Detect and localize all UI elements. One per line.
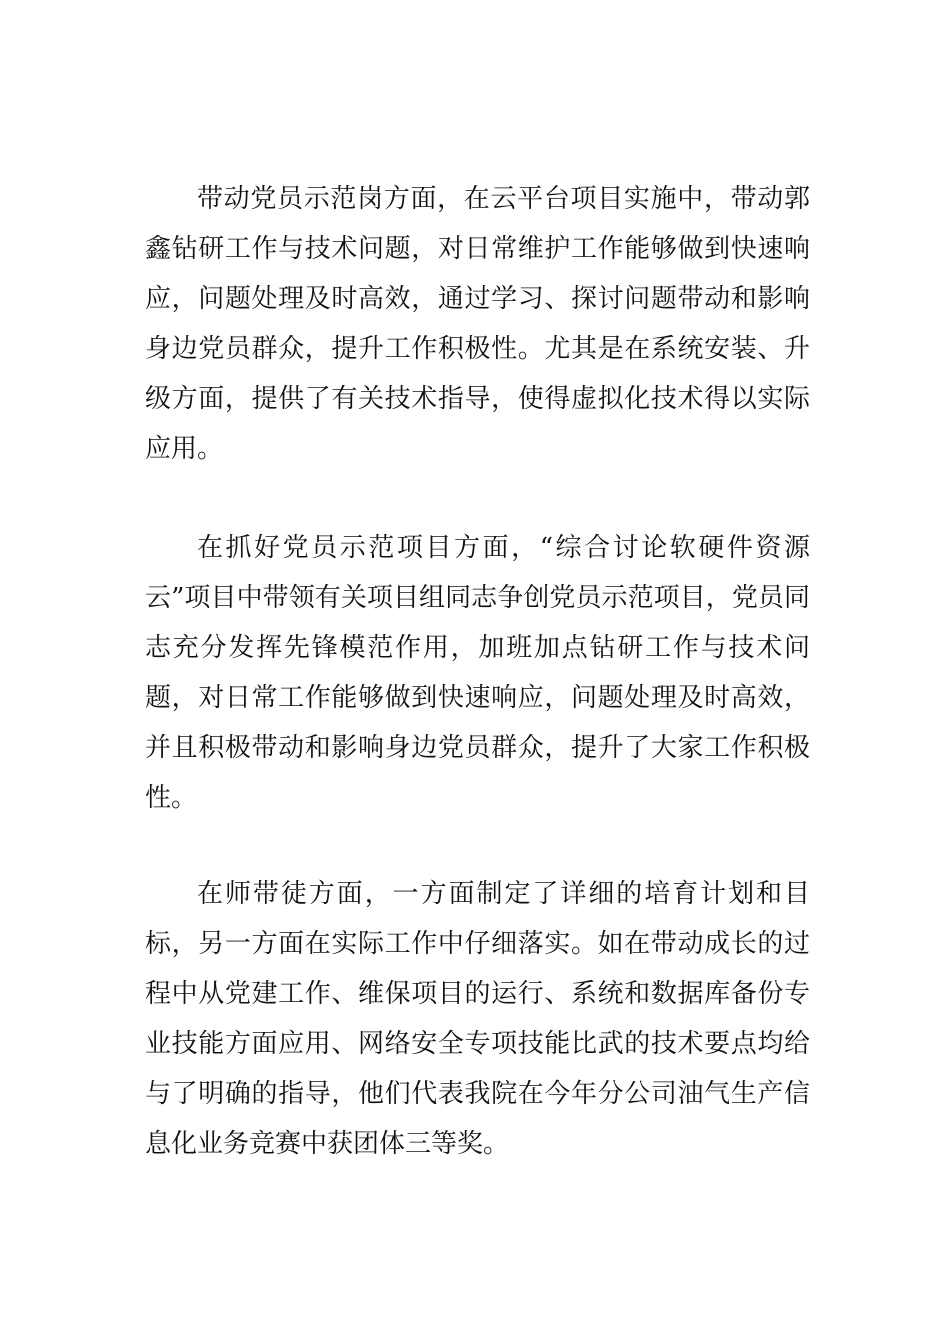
paragraph-party-member-demo-project: 在抓好党员示范项目方面，“综合讨论软硬件资源云”项目中带领有关项目组同志争创党员示范项目，党员同志充分发挥先锋模范作用，加班加点钻研工作与技术问题，对日常工作能够做到快速响应，问题处理及时高效，并且积极带动和影响身边党员群众，提升了大家工作积极性。 xyxy=(145,533,810,813)
paragraph-party-member-model-post: 带动党员示范岗方面，在云平台项目实施中，带动郭鑫钻研工作与技术问题，对日常维护工作能够做到快速响应，问题处理及时高效，通过学习、探讨问题带动和影响身边党员群众，提升工作积极性。尤其是在系统安装、升级方面，提供了有关技术指导，使得虚拟化技术得以实际应用。 xyxy=(145,184,810,464)
paragraph-mentorship: 在师带徒方面，一方面制定了详细的培育计划和目标，另一方面在实际工作中仔细落实。如在带动成长的过程中从党建工作、维保项目的运行、系统和数据库备份专业技能方面应用、网络安全专项技能比武的技术要点均给与了明确的指导，他们代表我院在今年分公司油气生产信息化业务竞赛中获团体三等奖。 xyxy=(145,879,810,1159)
